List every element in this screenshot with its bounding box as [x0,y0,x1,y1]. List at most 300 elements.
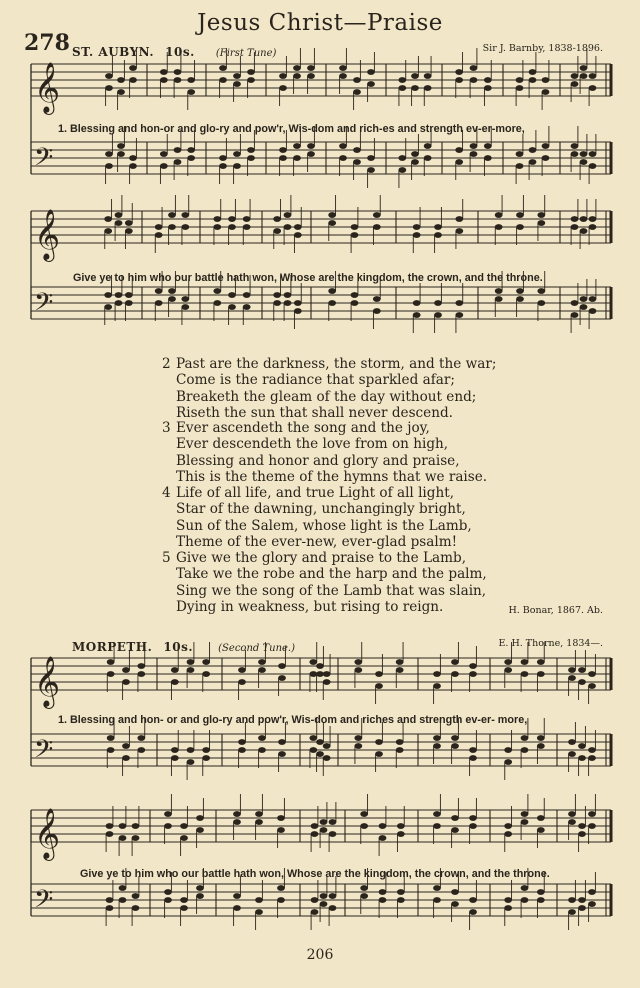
note-head [294,232,301,237]
note-head [129,77,136,82]
note-head [228,292,235,297]
note-head [451,827,458,832]
note-head [138,671,145,676]
note-head [470,65,477,70]
note-head [571,216,578,221]
lyric-line-3: 1. Blessing and hon- or and glo-ry and pow'r, Wis-dom and riches and strength ev-er- more, [58,714,528,726]
note-head [180,897,187,902]
note-head [196,815,203,820]
verse-number: 5 [162,550,171,566]
note-head [117,143,124,148]
note-head [138,735,145,740]
note-head [329,905,336,910]
note-head [537,897,544,902]
note-head [243,292,250,297]
note-head [505,747,512,752]
treble-clef: 𝄞 [34,808,61,859]
note-head [537,815,544,820]
note-head [568,667,575,672]
note-head [307,151,314,156]
note-head [537,659,544,664]
note-head [521,659,528,664]
note-head [355,735,362,740]
note-head [451,671,458,676]
note-head [399,155,406,160]
note-head [115,212,122,217]
note-head [495,288,502,293]
verse-line: Theme of the ever-new, ever-glad psalm! [176,533,458,550]
note-head [274,292,281,297]
note-head [568,811,575,816]
note-head [106,831,113,836]
note-head [516,85,523,90]
note-head [117,151,124,156]
note-head [277,827,284,832]
composer-credit: Sir J. Barnby, 1838-1896. [482,43,603,54]
note-head [589,151,596,156]
note-head [233,905,240,910]
note-head [469,663,476,668]
note-head [323,679,330,684]
note-head [277,885,284,890]
note-head [413,300,420,305]
note-head [433,885,440,890]
note-head [228,216,235,221]
note-head [233,893,240,898]
note-head [168,288,175,293]
note-head [451,735,458,740]
note-head [469,755,476,760]
verse-line: Sing we the song of the Lamb that was slain, [176,582,487,599]
note-head [571,300,578,305]
note-head [568,675,575,680]
note-head [274,228,281,233]
note-head [505,905,512,910]
treble-clef: 𝄞 [34,62,61,113]
note-head [278,751,285,756]
note-head [456,300,463,305]
note-head [578,905,585,910]
note-head [580,73,587,78]
note-head [433,735,440,740]
note-head [320,901,327,906]
note-head [174,77,181,82]
note-head [456,159,463,164]
note-head [115,292,122,297]
note-head [107,671,114,676]
note-head [373,224,380,229]
note-head [311,909,318,914]
note-head [238,679,245,684]
note-head [516,77,523,82]
note-head [538,288,545,293]
note-head [233,81,240,86]
note-head [247,77,254,82]
note-head [373,308,380,313]
note-head [571,224,578,229]
note-head [529,77,536,82]
note-head [456,147,463,152]
note-head [274,300,281,305]
note-head [580,216,587,221]
note-head [182,224,189,229]
note-head [339,65,346,70]
note-head [538,212,545,217]
note-head [396,667,403,672]
note-head [160,151,167,156]
note-head [424,155,431,160]
note-head [516,163,523,168]
note-head [106,823,113,828]
note-head [537,827,544,832]
note-head [424,73,431,78]
note-head [329,212,336,217]
note-head [277,815,284,820]
note-head [294,308,301,313]
note-head [219,155,226,160]
note-head [578,897,585,902]
note-head [164,811,171,816]
note-head [316,671,323,676]
note-head [456,69,463,74]
note-head [367,167,374,172]
note-head [129,163,136,168]
note-head [469,747,476,752]
note-head [247,69,254,74]
note-head [277,897,284,902]
note-head [214,288,221,293]
note-head [293,65,300,70]
tune-note: (First Tune) [215,48,277,59]
note-head [129,65,136,70]
note-head [413,224,420,229]
note-head [470,143,477,148]
note-head [320,827,327,832]
note-head [451,815,458,820]
note-head [355,743,362,748]
note-head [367,69,374,74]
note-head [214,300,221,305]
note-head [258,747,265,752]
verse-2 [162,356,497,421]
note-head [115,300,122,305]
note-head [396,747,403,752]
lyric-line-4: Give ye to him who our battle hath won, Whose are the kingdom, the crown, and the throne. [80,868,550,880]
note-head [122,743,129,748]
note-head [411,151,418,156]
note-head [155,224,162,229]
note-head [125,300,132,305]
note-head [542,89,549,94]
note-head [495,296,502,301]
note-head [203,659,210,664]
note-head [568,897,575,902]
note-head [399,167,406,172]
note-head [351,232,358,237]
verse-line: Past are the darkness, the storm, and the war; [176,356,497,372]
second-tune-heading [72,636,295,655]
note-head [294,224,301,229]
note-head [160,77,167,82]
note-head [373,212,380,217]
note-head [396,739,403,744]
note-head [293,155,300,160]
note-head [243,304,250,309]
note-head [329,220,336,225]
verse-line: Ever descendeth the love from on high, [176,436,449,453]
note-head [233,151,240,156]
note-head [284,212,291,217]
note-head [258,735,265,740]
text-author: H. Bonar, 1867. Ab. [508,605,603,616]
note-head [164,823,171,828]
note-head [361,893,368,898]
note-head [279,73,286,78]
note-head [484,155,491,160]
note-head [469,823,476,828]
tune-meter: 10s. [165,45,195,59]
note-head [243,216,250,221]
note-head [284,224,291,229]
note-head [323,743,330,748]
note-head [589,224,596,229]
note-head [214,224,221,229]
note-head [310,735,317,740]
note-head [542,77,549,82]
note-head [373,296,380,301]
note-head [138,663,145,668]
note-head [580,65,587,70]
note-head [155,300,162,305]
note-head [588,683,595,688]
note-head [255,819,262,824]
verse-line: This is the theme of the hymns that we raise. [176,468,488,485]
note-head [521,747,528,752]
note-head [233,163,240,168]
note-head [434,224,441,229]
note-head [456,77,463,82]
note-head [174,69,181,74]
note-head [105,85,112,90]
note-head [351,292,358,297]
note-head [293,73,300,78]
note-head [171,747,178,752]
verse-number: 3 [162,420,171,436]
note-head [434,312,441,317]
note-head [588,823,595,828]
verse-line: Come is the radiance that sparkled afar; [176,372,455,389]
note-head [233,811,240,816]
note-head [505,667,512,672]
treble-clef: 𝄞 [34,656,61,707]
note-head [578,755,585,760]
verse-line: Life of all life, and true Light of all light, [176,485,455,501]
note-head [521,897,528,902]
note-head [187,759,194,764]
note-head [258,659,265,664]
note-head [433,897,440,902]
note-head [274,216,281,221]
note-head [580,296,587,301]
note-head [505,659,512,664]
note-head [568,751,575,756]
verse-4 [162,485,472,550]
note-head [180,823,187,828]
note-head [310,659,317,664]
note-head [187,667,194,672]
note-head [138,747,145,752]
note-head [505,759,512,764]
verse-line: Riseth the sun that shall never descend. [176,404,453,421]
note-head [125,220,132,225]
note-head [571,73,578,78]
note-head [105,73,112,78]
note-head [521,671,528,676]
note-head [164,897,171,902]
note-head [578,667,585,672]
note-head [397,897,404,902]
note-head [115,220,122,225]
note-head [495,224,502,229]
verse-line: Breaketh the gleam of the day without end; [176,388,477,405]
note-head [456,216,463,221]
note-head [375,739,382,744]
note-head [119,885,126,890]
note-head [456,312,463,317]
note-head [470,151,477,156]
note-head [180,835,187,840]
note-head [588,671,595,676]
note-head [361,885,368,890]
note-head [484,77,491,82]
note-head [367,155,374,160]
composer-credit: E. H. Thorne, 1834—. [498,638,603,649]
note-head [323,755,330,760]
note-head [182,296,189,301]
note-head [580,304,587,309]
note-head [284,292,291,297]
note-head [589,163,596,168]
note-head [320,893,327,898]
note-head [278,675,285,680]
treble-clef: 𝄞 [34,209,61,260]
note-head [323,671,330,676]
note-head [107,747,114,752]
tune-name: ST. AUBYN. [72,45,155,59]
note-head [516,151,523,156]
note-head [434,300,441,305]
note-head [353,77,360,82]
note-head [182,304,189,309]
note-head [379,897,386,902]
note-head [188,147,195,152]
note-head [451,901,458,906]
hymn-number: 278 [24,30,70,56]
note-head [571,312,578,317]
note-head [284,300,291,305]
note-head [311,897,318,902]
note-head [375,751,382,756]
note-head [125,228,132,233]
note-head [233,73,240,78]
note-head [105,292,112,297]
note-head [578,831,585,836]
verse-line: Star of the dawning, unchangingly bright, [176,501,466,518]
note-head [505,823,512,828]
lyric-line-2: Give ye to him who our battle hath won, Whose are the kingdom, the crown, and the throne. [73,272,543,284]
note-head [433,811,440,816]
note-head [580,159,587,164]
clefs [34,62,60,920]
note-head [571,143,578,148]
note-head [355,667,362,672]
note-head [568,819,575,824]
note-head [433,683,440,688]
note-head [495,212,502,217]
note-head [589,216,596,221]
bass-clef: 𝄢 [34,288,54,323]
note-head [171,667,178,672]
note-head [188,89,195,94]
note-head [187,747,194,752]
note-head [117,77,124,82]
note-head [247,155,254,160]
note-head [470,77,477,82]
note-head [187,659,194,664]
note-head [589,73,596,78]
note-head [537,671,544,676]
note-head [375,671,382,676]
note-head [542,155,549,160]
note-head [588,811,595,816]
note-head [105,304,112,309]
note-head [355,659,362,664]
note-head [258,667,265,672]
note-head [588,747,595,752]
note-head [588,755,595,760]
note-head [107,735,114,740]
note-head [247,147,254,152]
note-head [424,85,431,90]
note-head [451,659,458,664]
note-head [589,296,596,301]
tune-meter: 10s. [163,640,194,654]
note-head [203,755,210,760]
note-head [233,819,240,824]
note-head [119,897,126,902]
note-head [129,155,136,160]
note-head [397,889,404,894]
note-head [196,827,203,832]
note-head [399,77,406,82]
note-head [537,735,544,740]
section-title: Jesus Christ—Praise [197,10,443,36]
note-head [537,743,544,748]
note-head [411,159,418,164]
note-head [311,823,318,828]
note-head [278,663,285,668]
bass-clef: 𝄢 [34,735,54,770]
note-head [106,905,113,910]
note-head [379,823,386,828]
note-head [353,147,360,152]
note-head [538,300,545,305]
note-head [316,739,323,744]
note-head [279,155,286,160]
note-head [353,89,360,94]
note-head [214,216,221,221]
note-head [379,835,386,840]
